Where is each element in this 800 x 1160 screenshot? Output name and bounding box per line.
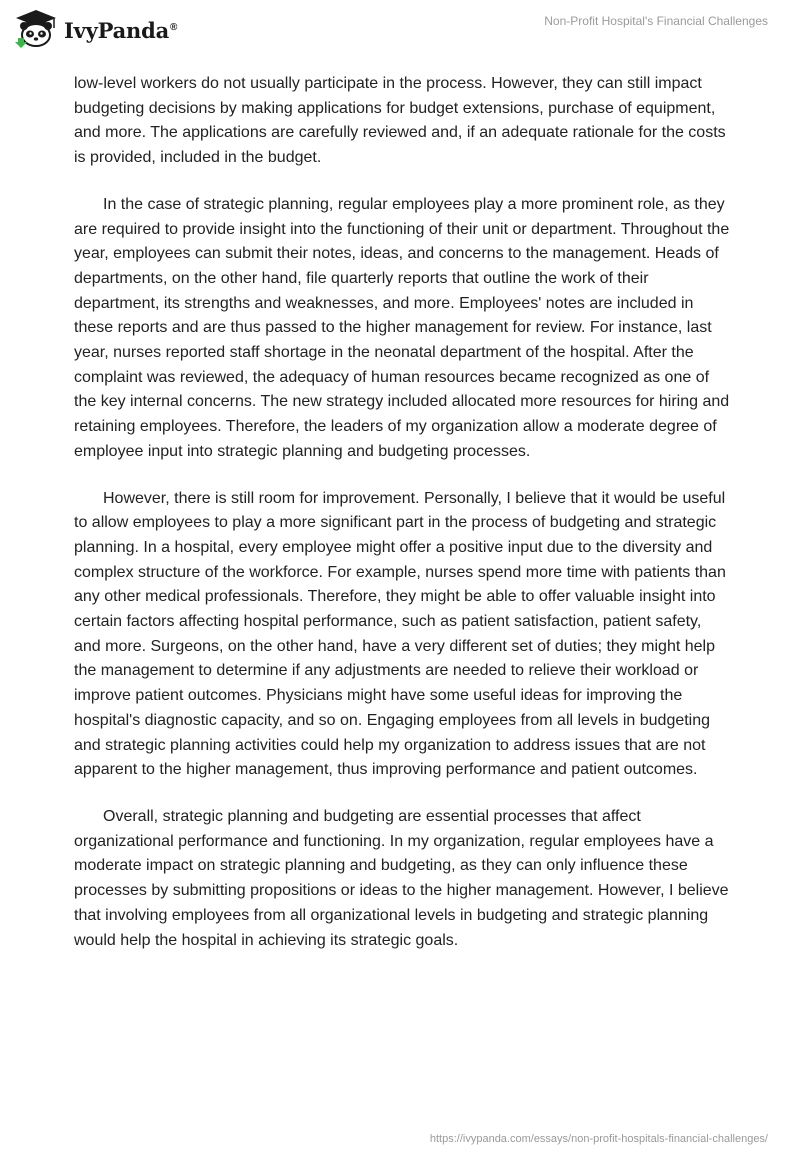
logo-wordmark: IvyPanda®	[64, 17, 178, 43]
paragraph: However, there is still room for improvement. Personally, I believe that it would be useful to allow employees to play a more significant part in the process of budgeting and strategic planning. In a hospital, every employee might offer a positive input due to the diversity and complex structure of the workforce. For example, nurses spend more time with patients than any other medical professionals. Therefore, they might be able to offer valuable insight into certain factors affecting hospital performance, such as patient satisfaction, patient safety, and more. Surgeons, on the other hand, have a very different set of duties; they might help the management to determine if any adjustments are needed to relieve their workload or improve patient outcomes. Physicians might have some useful ideas for improving the hospital's diagnostic capacity, and so on. Engaging employees from all levels in budgeting and strategic planning activities could help my organization to address issues that are not apparent to the higher management, thus improving performance and patient outcomes.	[74, 489, 726, 779]
document-title: Non-Profit Hospital's Financial Challenges	[544, 14, 768, 28]
paragraph: low-level workers do not usually participate in the process. However, they can still impact budgeting decisions by making applications for budget extensions, purchase of equipment, and more. The applications are carefully reviewed and, if an adequate rationale for the costs is provided, included in the budget.	[74, 75, 726, 167]
panda-graduation-icon	[14, 8, 58, 48]
page-header	[0, 0, 800, 60]
ivypanda-logo[interactable]	[14, 8, 177, 48]
paragraph: In the case of strategic planning, regular employees play a more prominent role, as they are required to provide insight into the functioning of their unit or department. Throughout the year, employees can submit their notes, ideas, and concerns to the management. Heads of departments, on the other hand, file quarterly reports that outline the work of their department, its strengths and weaknesses, and more. Employees' notes are included in these reports and are thus passed to the higher management for review. For instance, last year, nurses reported staff shortage in the neonatal department of the hospital. After the complaint was reviewed, the adequacy of human resources became recognized as one of the key internal concerns. The new strategy included allocated more resources for hiring and retaining employees. Therefore, the leaders of my organization allow a moderate degree of employee input into strategic planning and budgeting processes.	[74, 195, 730, 460]
essay-body	[74, 72, 730, 975]
source-url-link[interactable]: https://ivypanda.com/essays/non-profit-hospitals-financial-challenges/	[429, 1133, 768, 1145]
paragraph: Overall, strategic planning and budgeting are essential processes that affect organizational performance and functioning. In my organization, regular employees have a moderate impact on strategic planning and budgeting, as they can only influence these processes by submitting propositions or ideas to the higher management. However, I believe that involving employees from all organizational levels in budgeting and strategic planning would help the hospital in achieving its strategic goals.	[74, 807, 729, 949]
registered-mark: ®	[170, 21, 178, 33]
